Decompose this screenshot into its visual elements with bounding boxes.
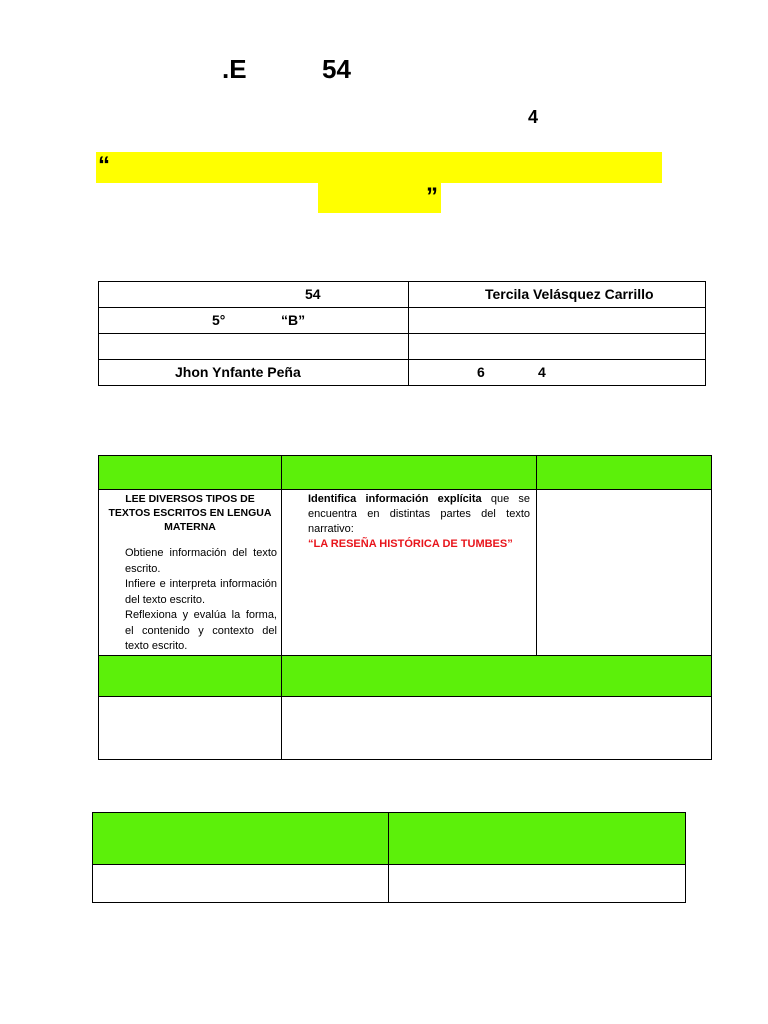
bottom-table <box>92 812 686 903</box>
teacher-name: Tercila Velásquez Carrillo <box>485 286 654 302</box>
header-cell-2 <box>282 456 537 490</box>
competency-cell <box>99 490 282 656</box>
competency-title: LEE DIVERSOS TIPOS DE TEXTOS ESCRITOS EN LENGUA MATERNA <box>108 493 272 533</box>
empty-cell-2 <box>282 696 712 759</box>
title-highlight-line-1 <box>96 152 662 183</box>
date-value-b: 4 <box>538 364 546 380</box>
bottom-header-1 <box>93 813 389 865</box>
competency-table <box>98 455 712 760</box>
grade: 5° <box>212 312 226 328</box>
evaluation-cell <box>537 490 712 656</box>
bottom-cell-2 <box>389 865 686 903</box>
performance-title: “LA RESEÑA HISTÓRICA DE TUMBES” <box>308 538 513 550</box>
info-school-number: 54 <box>305 286 321 302</box>
green-row-cell-1 <box>99 655 282 696</box>
date-value-a: 6 <box>477 364 485 380</box>
school-number: 54 <box>322 54 351 84</box>
director-name: Jhon Ynfante Peña <box>175 364 301 380</box>
green-row-cell-2 <box>282 655 712 696</box>
info-table <box>98 281 706 386</box>
header-cell-3 <box>537 456 712 490</box>
capacity-3: Reflexiona y evalúa la forma, el contenido y contexto del texto escrito. <box>125 609 277 652</box>
performance-rest: que se encuentra en distintas partes del texto narrativo: <box>308 493 530 535</box>
performance-bold: Identifica información explícita <box>308 493 482 505</box>
performance-cell <box>282 490 537 656</box>
bottom-cell-1 <box>93 865 389 903</box>
title-highlight-line-2 <box>318 183 441 213</box>
capacity-2: Infiere e interpreta información del texto escrito. <box>125 578 277 606</box>
school-code: .E <box>222 54 247 84</box>
performance-text <box>308 492 530 537</box>
unit-number: 4 <box>528 107 539 127</box>
bottom-header-2 <box>389 813 686 865</box>
capacity-1: Obtiene información del texto escrito. <box>125 547 277 575</box>
empty-cell-1 <box>99 696 282 759</box>
quote-open: “ <box>98 152 110 179</box>
quote-close: ” <box>426 183 438 210</box>
header-cell-1 <box>99 456 282 490</box>
section: “B” <box>281 312 306 328</box>
